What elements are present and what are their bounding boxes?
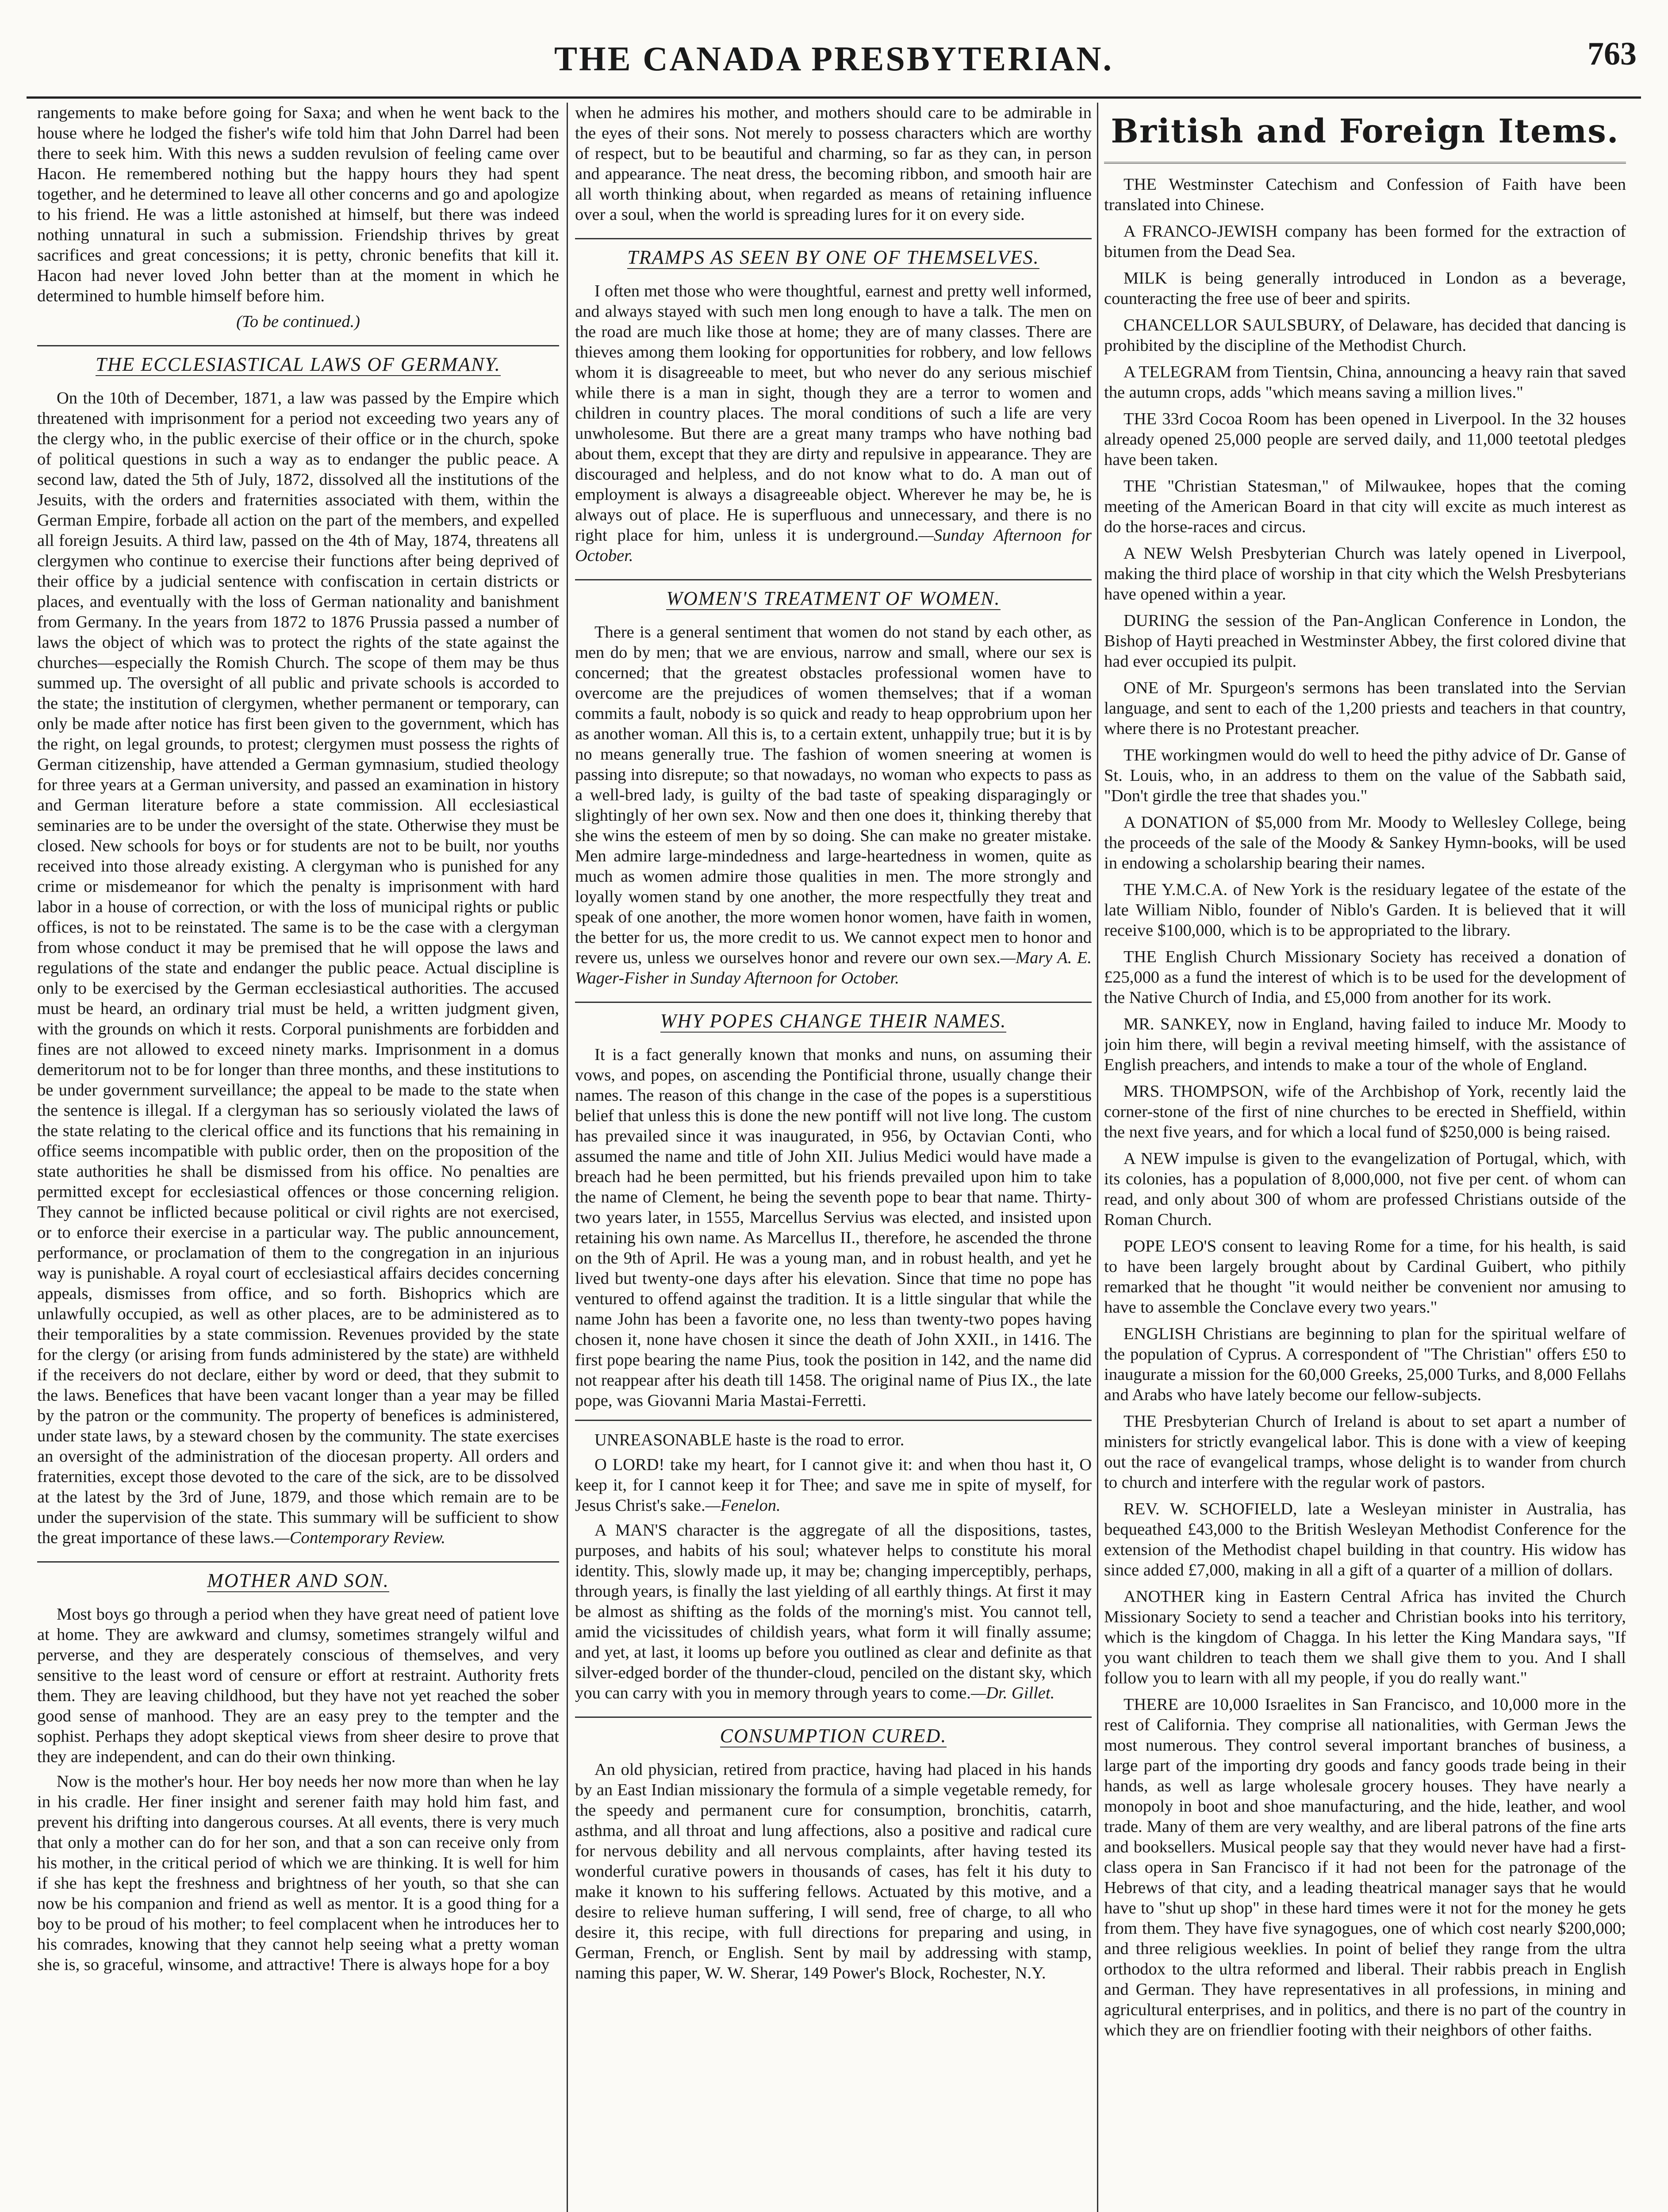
news-item: DURING the session of the Pan-Anglican Conference in London, the Bishop of Hayti preached in Westminster Abbey, the first colored divine that had ever occupied its pulpit. — [1104, 611, 1626, 671]
heading-text: THE ECCLESIASTICAL LAWS OF GERMANY. — [96, 353, 501, 375]
article-paragraph: Most boys go through a period when they have great need of patient love at home. They are awkward and clumsy, sometimes strangely wilful and perverse, and they are desperately conscious of themselves, and very sensitive to the least word of censure or effort at restraint. Authority frets them. They are leaving childhood, but they have not yet reached the sober good sense of manhood. They are an easy prey to the tempter and the sophist. Perhaps they adopt skeptical views from sheer desire to prove that they are independent, and can do their own thinking. — [37, 1605, 559, 1766]
masthead — [27, 27, 1641, 93]
article-source: —Contemporary Review. — [274, 1528, 446, 1547]
heading-text: TRAMPS AS SEEN BY ONE OF THEMSELVES. — [627, 246, 1039, 268]
article-source: —Fenelon. — [705, 1496, 781, 1515]
body-text: A MAN'S character is the aggregate of all the dispositions, tastes, purposes, and habits of his soul; whatever helps to constitute his moral identity. This, slowly made up, it may be; changing imperceptibly, perhaps, through years, is finally the last yielding of all earthly things. At first it may be almost as shifting as the folds of the morning's mist. You cannot tell, amid the vicissitudes of childish years, what form it will finally assume; and yet, at last, it looms up before you outlined as clear and definite as that silver-edged border of the thunder-cloud, penciled on the distant sky, which you can carry with you in memory through years to come. — [575, 1521, 1092, 1702]
story-continuation: rangements to make before going for Saxa; and when he went back to the house where he lodged the fisher's wife told him that John Darrel had been there to seek him. With this news a sudden revulsion of feeling came over Hacon. He remembered nothing but the happy hours they had spent together, and he determined to leave all other concerns and go and apologize to his friend. He was a little astonished at himself, but there was indeed nothing unnatural in such a submission. Friendship thrives by great sacrifices and great concessions; it is petty, chronic benefits that kill it. Hacon had never loved John better than at the moment in which he determined to humble himself before him. — [37, 104, 559, 305]
heading-text: WHY POPES CHANGE THEIR NAMES. — [660, 1010, 1007, 1032]
news-item: CHANCELLOR SAULSBURY, of Delaware, has decided that dancing is prohibited by the discipline of the Methodist Church. — [1104, 316, 1626, 355]
article-body-womens-treatment — [575, 622, 1092, 988]
article-heading-womens-treatment — [575, 579, 1092, 609]
news-item: THE Presbyterian Church of Ireland is about to set apart a number of ministers for strictly evangelical labor. This is done with a view of keeping out the race of evangelical tramps, whose delight is to wander from church to church and interfere with the regular work of pastors. — [1104, 1412, 1626, 1492]
body-text: O LORD! take my heart, for I cannot give it: and when thou hast it, O keep it, for I cannot keep it for Thee; and save me in spite of myself, for Jesus Christ's sake. — [575, 1455, 1092, 1515]
short-item-prayer — [575, 1455, 1092, 1516]
short-item-character — [575, 1520, 1092, 1703]
news-item: THE Y.M.C.A. of New York is the residuary legatee of the estate of the late William Niblo, founder of Niblo's Garden. It is believed that it will receive $100,000, which is to be appropriated to the library. — [1104, 880, 1626, 940]
body-text: There is a general sentiment that women do not stand by each other, as men do by men; that we are envious, narrow and small, where our sex is concerned; that the greatest obstacles professional women have to overcome are the prejudices of women themselves; that if a woman commits a fault, nobody is so quick and ready to heap opprobrium upon her as another woman. All this is, to a certain extent, unhappily true; but it is by no means generally true. The fashion of women sneering at women is passing into disrepute; so that nowadays, no woman who expects to pass as a well-bred lady, is guilty of the bad taste of speaking disparagingly or slightingly of her own sex. Now and then one does it, thinking thereby that she wins the esteem of men by so doing. She can make no greater mistake. Men admire large-mindedness and large-heartedness in women, quite as much as women admire those qualities in men. The more strongly and loyally women stand by one another, the more respectfully they treat and speak of one another, the more women honor women, have faith in women, the better for us, the more credit to us. We cannot expect men to honor and revere us, unless we ourselves honor and revere our own sex. — [575, 623, 1092, 967]
column-divider-1 — [567, 103, 568, 2212]
article-heading-consumption-cured — [575, 1717, 1092, 1746]
news-item: POPE LEO'S consent to leaving Rome for a time, for his health, is said to have been largely brought about by Cardinal Guibert, who pithily remarked that he thought "it would neither be convenient nor amusing to have to assemble the Conclave every two years." — [1104, 1237, 1626, 1317]
article-body-popes-names: It is a fact generally known that monks and nuns, on assuming their vows, and popes, on ascending the Pontificial throne, usually change their names. The reason of this change in the case of the popes is a superstitious belief that unless this is done the new pontiff will not live long. The custom has prevailed since it was inaugurated, in 956, by Octavian Conti, who assumed the name and title of John XII. Julius Medici would have made a breach had he been permitted, but his friends prevailed upon him to take the name of Clement, he being the seventh pope to bear that name. Thirty-two years later, in 1555, Marcellus Servius was elected, and insisted upon retaining his own name. As Marcellus II., therefore, he ascended the throne on the 9th of April. He was a young man, and in robust health, and yet he lived but twenty-one days after his elevation. Since that time no pope has ventured to offend against the tradition. It is a little singular that while the name John has been a favorite one, no less than twenty-two popes having chosen it, none have chosen it since the death of John XXII., in 1416. The first pope bearing the name Pius, took the position in 142, and the name did not reappear after his death till 1458. The original name of Pius IX., the late pope, was Giovanni Maria Mastai-Ferretti. — [575, 1045, 1092, 1410]
article-heading-mother-and-son — [37, 1561, 559, 1591]
column-2 — [575, 103, 1092, 2212]
news-item: THE "Christian Statesman," of Milwaukee, hopes that the coming meeting of the American Board in that city will excite as much interest as do the horse-races and circus. — [1104, 477, 1626, 536]
news-item: THERE are 10,000 Israelites in San Francisco, and 10,000 more in the rest of California. They comprise all nationalities, with German Jews the most numerous. They control several important branches of business, a large part of the importing dry goods and fancy goods trade being in their hands, as well as large wholesale grocery houses. They have nearly a monopoly in boot and shoe manufacturing, and the hide, leather, and wool trade. Many of them are very wealthy, and are liberal patrons of the fine arts and booksellers. Musical people say that they would never have had a first-class opera in San Francisco if it had not been for the patronage of the Hebrews of that city, and a leading theatrical manager says that he would have to "shut up shop" in these hard times were it not for the money he gets from them. They have five synagogues, one of which cost nearly $200,000; and three religious weeklies. In point of belief they range from the ultra orthodox to the ultra reformed and liberal. Their rabbis preach in English and German. They have representatives in all professions, in mining and agricultural enterprises, and in politics, and there is no part of the country in which they are on friendlier footing with their neighbors of other faiths. — [1104, 1695, 1626, 2039]
article-source: —Mary A. E. Wager-Fisher in Sunday Afternoon for October. — [575, 949, 1092, 987]
short-item-haste: UNREASONABLE haste is the road to error. — [594, 1431, 905, 1449]
body-text: On the 10th of December, 1871, a law was passed by the Empire which threatened with imprisonment for a period not exceeding two years any of the clergy who, in the public exercise of their office or in the church, spoke of political questions in such a way as to endanger the public peace. A second law, dated the 5th of July, 1872, dissolved all the institutions of the Jesuits, with the orders and fraternities associated with them, within the German Empire, forbade all action on the part of the members, and expelled all foreign Jesuits. A third law, passed on the 4th of May, 1874, threatens all clergymen who continue to exercise their functions after being deprived of their office by a judicial sentence with confiscation in certain districts or places, and eventually with the loss of German nationality and banishment from Germany. In the years from 1872 to 1876 Prussia passed a number of laws the object of which was to protect the rights of the state against the churches—especially the Romish Church. The scope of them may be thus summed up. The oversight of all public and private schools is accorded to the state; the institution of clergymen, whether permanent or temporary, can only be made after notice has first been given to the government, which has the right, on legal grounds, to protest; clergymen must possess the rights of German citizenship, have attended a German gymnasium, studied theology for three years at a German university, and passed an examination in history and German literature before a state commission. All ecclesiastical seminaries are to be under the oversight of the state. Otherwise they must be closed. New schools for boys or for students are not to be built, nor youths received into those already existing. A clergyman who is punished for any crime or misdemeanor for which the penalty is imprisonment with hard labor in a house of correction, or with the loss of municipal rights or public offices, is not to be reinstated. The same is to be the case with a clergyman from whose conduct it may be premised that he will oppose the laws and regulations of the state and endanger the public peace. Actual discipline is only to be exercised by the German ecclesiastical authorities. The accused must be heard, an ordinary trial must be held, a written judgment given, with the grounds on which it rests. Corporal punishments are forbidden and fines are not allowed to exceed ninety marks. Imprisonment in a domus demeritorum not to be for longer than three months, and these institutions to be under government surveillance; the appeal to be made to the state when the sentence is illegal. If a clergyman has so seriously violated the laws of the state relating to the clerical office and its functions that his remaining in office seems incompatible with public order, then on the proposition of the state authorities he shall be dismissed from his office. No penalties are permitted except for ecclesiastical offences or those concerning religion. They cannot be inflicted because political or civil rights are not exercised, or to enforce their exercise in a particular way. The public announcement, performance, or proclamation of them to the congregation in an injurious way is punishable. A royal court of ecclesiastical affairs decides concerning appeals, dismisses from office, and so forth. Bishoprics which are unlawfully occupied, as well as other places, are to be administered as to their temporalities by a state commission. Revenues provided by the state for the clergy (or arising from funds administered by the state) are withheld if the receivers do not declare, either by word or deed, that they submit to the laws. Benefices that have been vacant longer than a year may be filled by the patron or the community. The property of benefices is administered, under state laws, by a steward chosen by the community. The state exercises an oversight of the administration of the diocesan property. All orders and fraternities, except those devoted to the care of the sick, are to be dissolved at the latest by the 3rd of June, 1879, and those which remain are to be under the supervision of the state. This summary will be sufficient to show the great importance of these laws. — [37, 389, 559, 1547]
news-item: ANOTHER king in Eastern Central Africa has invited the Church Missionary Society to send a teacher and Christian books into his territory, which is the kingdom of Chagga. In his letter the King Mandara says, "If you want children to teach them we shall give them to you. And I shall follow you to learn with all my people, if you do really want." — [1104, 1587, 1626, 1687]
news-item: REV. W. SCHOFIELD, late a Wesleyan minister in Australia, has bequeathed £43,000 to the British Wesleyan Methodist Conference for the extension of the Methodist chapel building in that country. His widow has since added £7,000, making in all a gift of a quarter of a million of dollars. — [1104, 1500, 1626, 1579]
news-item: MILK is being generally introduced in London as a beverage, counteracting the free use of beer and spirits. — [1104, 269, 1626, 308]
page-number: 763 — [1587, 36, 1637, 72]
article-source: —Dr. Gillet. — [970, 1684, 1055, 1702]
column-1 — [37, 103, 559, 2212]
article-heading-ecclesiastical-laws — [37, 345, 559, 375]
news-item: ONE of Mr. Spurgeon's sermons has been translated into the Servian language, and sent to each of the 1,200 priests and teachers in that country, where there is no Protestant preacher. — [1104, 679, 1626, 738]
news-item: THE workingmen would do well to heed the pithy advice of Dr. Ganse of St. Louis, who, in an address to them on the value of the Sabbath said, "Don't girdle the tree that shades you." — [1104, 746, 1626, 805]
news-item: THE Westminster Catechism and Confession of Faith have been translated into Chinese. — [1104, 175, 1626, 214]
article-body-tramps — [575, 281, 1092, 566]
news-item: ENGLISH Christians are beginning to plan for the spiritual welfare of the population of Cyprus. A correspondent of "The Christian" offers £50 to inaugurate a mission for the 60,000 Greeks, 25,000 Turks, and 8,000 Fellahs and Arabs who have lately become our fellow-subjects. — [1104, 1325, 1626, 1404]
news-item: A FRANCO-JEWISH company has been formed for the extraction of bitumen from the Dead Sea. — [1104, 222, 1626, 261]
newspaper-title: THE CANADA PRESBYTERIAN. — [554, 39, 1114, 78]
article-body-consumption-cured: An old physician, retired from practice, having had placed in his hands by an East Indian missionary the formula of a simple vegetable remedy, for the speedy and permanent cure for consumption, bronchitis, catarrh, asthma, and all throat and lung affections, also a positive and radical cure for nervous debility and all nervous complaints, after having tested its wonderful curative powers in thousands of cases, has felt it his duty to make it known to his suffering fellows. Actuated by this motive, and a desire to relieve human suffering, I will send, free of charge, to all who desire it, this recipe, with full directions for preparing and using, in German, French, or English. Sent by mail by addressing with stamp, naming this paper, W. W. Sherar, 149 Power's Block, Rochester, N.Y. — [575, 1760, 1092, 1982]
article-body-ecclesiastical-laws — [37, 388, 559, 1548]
heading-text: WOMEN'S TREATMENT OF WOMEN. — [666, 588, 1001, 609]
article-heading-tramps — [575, 238, 1092, 268]
body-text: I often met those who were thoughtful, earnest and pretty well informed, and always stayed with such men long enough to have a talk. The men on the road are much like those at home; they are of many classes. There are thieves among them looking for opportunities for robbery, and low fellows whom it is disagreeable to meet, but who never do any serious mischief while there is a man in sight, though they are a terror to women and children in country places. The moral conditions of such a life are very unwholesome. But there are a great many tramps who have nothing bad about them, except that they are dirty and repulsive in appearance. They are discouraged and helpless, and do not know what to do. A man out of employment is always a disagreeable object. Wherever he may be, he is always out of place. He is superfluous and unnecessary, and there is no right place for him, unless it is underground. — [575, 282, 1092, 545]
news-item: A DONATION of $5,000 from Mr. Moody to Wellesley College, being the proceeds of the sale of the Moody & Sankey Hymn-books, will be used in endowing a scholarship bearing their names. — [1104, 813, 1626, 872]
news-item: THE 33rd Cocoa Room has been opened in Liverpool. In the 32 houses already opened 25,000 people are served daily, and 11,000 teetotal pledges have been taken. — [1104, 410, 1626, 469]
heading-text: MOTHER AND SON. — [207, 1570, 389, 1591]
news-item: MR. SANKEY, now in England, having failed to induce Mr. Moody to join him there, will begin a revival meeting himself, with the assistance of English preachers, and intends to make a tour of the whole of England. — [1104, 1015, 1626, 1074]
section-title-british-foreign-items: British and Foreign Items. — [1104, 111, 1626, 164]
news-item: MRS. THOMPSON, wife of the Archbishop of York, recently laid the corner-stone of the first of nine churches to be erected in Sheffield, within the next five years, and for which a local fund of $250,000 is being raised. — [1104, 1082, 1626, 1141]
heading-text: CONSUMPTION CURED. — [720, 1725, 947, 1747]
to-be-continued: (To be continued.) — [236, 312, 360, 331]
news-item: A TELEGRAM from Tientsin, China, announcing a heavy rain that saved the autumn crops, adds "which means saving a million lives." — [1104, 363, 1626, 402]
news-item: A NEW impulse is given to the evangelization of Portugal, which, with its colonies, has a population of 8,000,000, not five per cent. of whom can read, and only about 300 of whom are professed Christians outside of the Roman Church. — [1104, 1149, 1626, 1229]
column-3 — [1104, 103, 1626, 2212]
article-continuation: when he admires his mother, and mothers should care to be admirable in the eyes of their sons. Not merely to possess characters which are worthy of respect, but to be beautiful and charming, so far as they can, in person and appearance. The neat dress, the becoming ribbon, and smooth hair are all worth thinking about, when regarded as means of retaining influence over a soul, when the world is spreading lures for it on every side. — [575, 104, 1092, 224]
section-divider — [575, 1420, 1092, 1421]
article-source: —Sunday Afternoon for October. — [575, 526, 1092, 565]
news-item: A NEW Welsh Presbyterian Church was lately opened in Liverpool, making the third place of worship in that city which the Welsh Presbyterians have opened within a year. — [1104, 544, 1626, 603]
article-paragraph: Now is the mother's hour. Her boy needs her now more than when he lay in his cradle. Her finer insight and serener faith may hold him fast, and prevent his drifting into dangerous courses. At all events, there is very much that only a mother can do for her son, and that a son can receive only from his mother, in the critical period of which we are thinking. It is well for him if she has kept the freshness and brightness of her youth, so that she can now be his companion and friend as well as mentor. It is a good thing for a boy to be proud of his mother; to feel complacent when he introduces her to his comrades, knowing that they cannot help seeing what a pretty woman she is, so graceful, winsome, and attractive! There is always hope for a boy — [37, 1772, 559, 1974]
news-item: THE English Church Missionary Society has received a donation of £25,000 as a fund the interest of which is to be used for the development of the Native Church of India, and £5,000 from another for its work. — [1104, 948, 1626, 1007]
article-heading-popes-names — [575, 1002, 1092, 1031]
column-divider-2 — [1097, 103, 1098, 2212]
masthead-rule — [27, 96, 1641, 99]
